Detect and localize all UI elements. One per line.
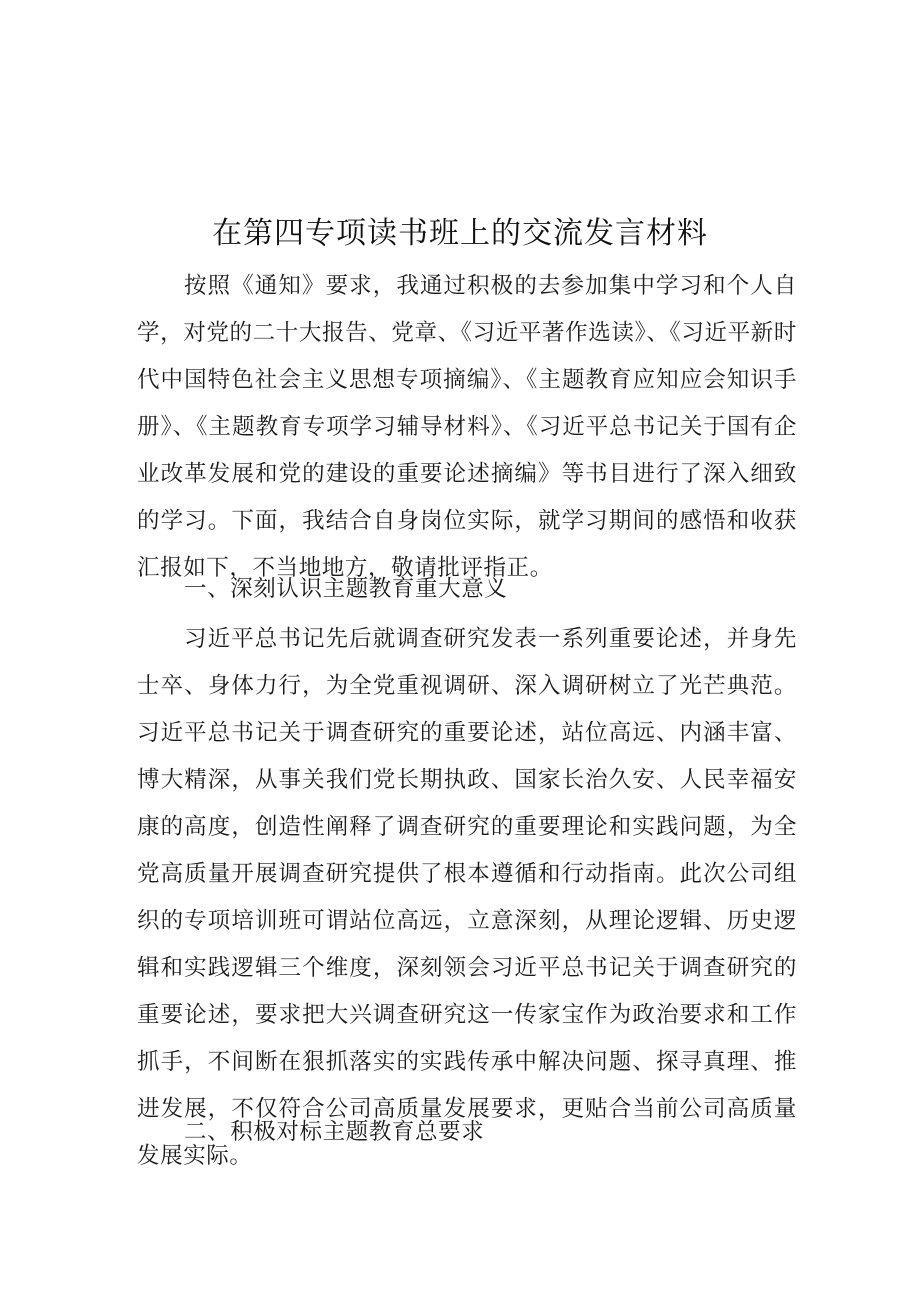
document-title: 在第四专项读书班上的交流发言材料 bbox=[212, 216, 708, 251]
section-heading-1: 一、深刻认识主题教育重大意义 bbox=[184, 576, 508, 602]
section-heading-2: 二、积极对标主题教育总要求 bbox=[184, 1119, 485, 1145]
section-1-paragraph: 习近平总书记先后就调查研究发表一系列重要论述，并身先士卒、身体力行，为全党重视调研、深入调研树立了光芒典范。习近平总书记关于调查研究的重要论述，站位高远、内涵丰富、博大精深，从事关我们党长期执政、国家长治久安、人民幸福安康的高度，创造性阐释了调查研究的重要理论和实践问题，为全党高质量开展调查研究提供了根本遵循和行动指南。此次公司组织的专项培训班可谓站位高远，立意深刻，从理论逻辑、历史逻辑和实践逻辑三个维度，深刻领会习近平总书记关于调查研究的重要论述，要求把大兴调查研究这一传家宝作为政治要求和工作抓手，不间断在狠抓落实的实践传承中解决问题、探寻真理、推进发展，不仅符合公司高质量发展要求，更贴合当前公司高质量发展实际。 bbox=[137, 626, 797, 1169]
intro-paragraph: 按照《通知》要求，我通过积极的去参加集中学习和个人自学，对党的二十大报告、党章、《习近平著作选读》、《习近平新时代中国特色社会主义思想专项摘编》、《主题教育应知应会知识手册》、《主题教育专项学习辅导材料》、《习近平总书记关于国有企业改革发展和党的建设的重要论述摘编》等书目进行了深入细致的学习。下面，我结合自身岗位实际，就学习期间的感悟和收获汇报如下，不当地地方，敬请批评指正。 bbox=[137, 273, 797, 581]
